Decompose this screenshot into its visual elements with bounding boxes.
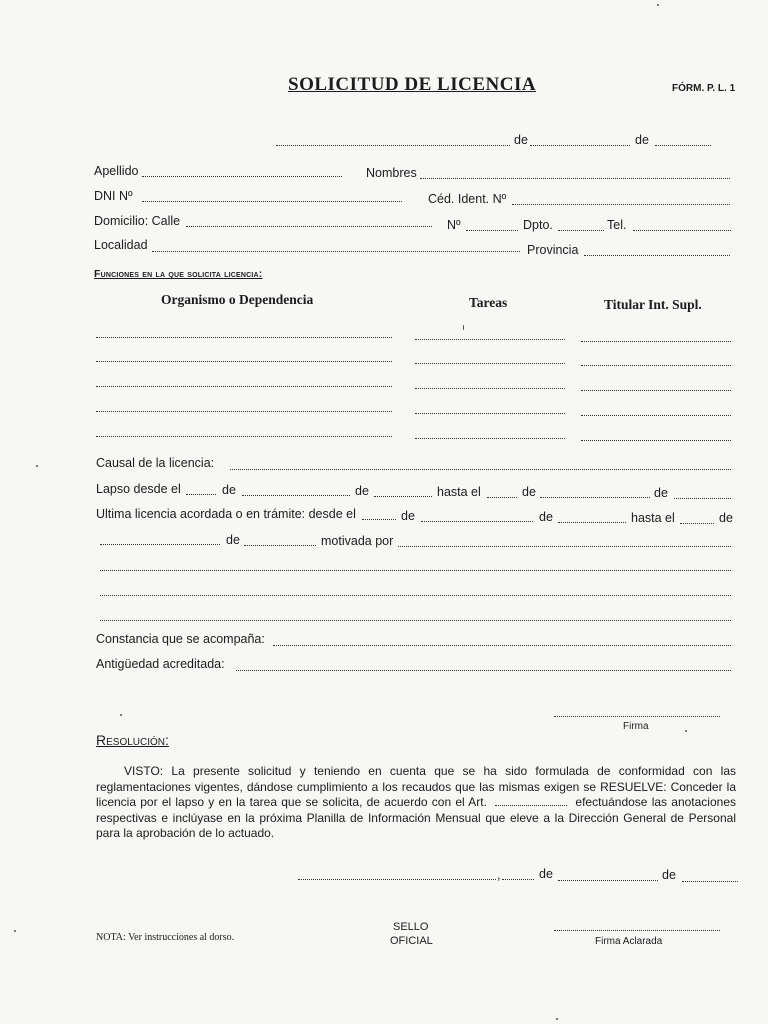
label-hasta: hasta el — [437, 485, 481, 499]
res-de-1: de — [539, 867, 553, 881]
label-ultima: Ultima licencia acordada o en trámite: desde el — [96, 507, 356, 521]
res-date-place-field[interactable] — [298, 879, 496, 880]
res-de-2: de — [662, 868, 676, 882]
tareas-row-2[interactable] — [415, 363, 565, 364]
motivada-line-2[interactable] — [100, 570, 731, 571]
scan-speck — [685, 730, 687, 732]
tareas-row-1[interactable] — [415, 339, 565, 340]
lapso-mes-field[interactable] — [242, 495, 350, 496]
hasta-mes-field[interactable] — [540, 497, 650, 498]
label-dpto: Dpto. — [523, 218, 553, 232]
dni-field[interactable] — [142, 201, 402, 202]
hasta-de-2: de — [654, 486, 668, 500]
tareas-row-5[interactable] — [415, 438, 565, 439]
hasta-dia-field[interactable] — [487, 497, 517, 498]
articulo-field[interactable] — [495, 804, 567, 806]
provincia-field[interactable] — [584, 255, 730, 256]
ultima-mes-field[interactable] — [421, 521, 533, 522]
dpto-field[interactable] — [558, 230, 604, 231]
organismo-row-1[interactable] — [96, 337, 392, 338]
ultima-anio-field[interactable] — [558, 522, 626, 523]
ultima-hasta-dia-field[interactable] — [680, 523, 714, 524]
motivada-field[interactable] — [398, 546, 731, 547]
tareas-row-4[interactable] — [415, 413, 565, 414]
firma-label: Firma — [623, 721, 649, 732]
ultima-de-3: de — [719, 511, 733, 525]
ultima-de-2: de — [539, 510, 553, 524]
numero-field[interactable] — [466, 230, 518, 231]
firma-aclarada-label: Firma Aclarada — [595, 936, 663, 947]
causal-field[interactable] — [230, 469, 731, 470]
ultima-hasta: hasta el — [631, 511, 675, 525]
label-tel: Tel. — [607, 218, 627, 232]
tareas-row-3[interactable] — [415, 388, 565, 389]
label-ced: Céd. Ident. Nº — [428, 192, 507, 206]
scan-speck — [36, 465, 38, 467]
ultima-hasta-anio-field[interactable] — [244, 545, 316, 546]
organismo-row-3[interactable] — [96, 386, 392, 387]
label-numero: Nº — [447, 218, 461, 232]
col-tareas: Tareas — [469, 295, 508, 310]
localidad-field[interactable] — [152, 251, 520, 252]
label-localidad: Localidad — [94, 238, 148, 252]
motivada-line-4[interactable] — [100, 620, 731, 621]
lapso-de-2: de — [355, 484, 369, 498]
date-de-2: de — [635, 133, 649, 147]
resolucion-body-end: efectuándose las anotaciones respectivas e inclúyase en la próxima Planilla de Información Mensual que eleve a la Dirección General de Personal para la aprobación de lo actuado. — [96, 795, 736, 840]
nombres-field[interactable] — [420, 178, 730, 179]
sello-line-2: OFICIAL — [390, 935, 433, 947]
titular-row-4[interactable] — [581, 415, 731, 416]
label-provincia: Provincia — [527, 243, 579, 257]
scan-speck — [120, 714, 122, 716]
date-place-field[interactable] — [276, 145, 510, 146]
titular-row-1[interactable] — [581, 341, 731, 342]
label-dni: DNI Nº — [94, 189, 133, 203]
motivada-line-3[interactable] — [100, 595, 731, 596]
res-date-month-field[interactable] — [558, 880, 658, 881]
titular-row-5[interactable] — [581, 440, 731, 441]
funciones-heading: Funciones en la que solicita licencia: — [94, 268, 263, 280]
form-title: SOLICITUD DE LICENCIA — [288, 74, 537, 95]
label-domicilio: Domicilio: Calle — [94, 214, 181, 228]
titular-row-2[interactable] — [581, 365, 731, 366]
titular-row-3[interactable] — [581, 390, 731, 391]
firma-line[interactable] — [554, 716, 720, 717]
label-causal: Causal de la licencia: — [96, 456, 215, 470]
constancia-field[interactable] — [273, 645, 731, 646]
firma-aclarada-line[interactable] — [554, 930, 720, 931]
resolucion-body-start: VISTO: La presente solicitud y teniendo en cuenta que se ha sido formulada de conformidad con las reglamentaciones vigentes, dándose cumplimiento a los recaudos que las mismas exigen se RESUELVE: Conceder la licencia por el lapso y en la tarea que se solicita, de acuerdo con el Art. — [96, 764, 736, 809]
scan-speck — [14, 930, 16, 932]
organismo-row-2[interactable] — [96, 361, 392, 362]
ultima-hasta-mes-field[interactable] — [100, 544, 220, 545]
lapso-anio-field[interactable] — [374, 496, 432, 497]
lapso-dia-field[interactable] — [186, 494, 216, 495]
scan-speck — [556, 1018, 558, 1020]
col-titular: Titular Int. Supl. — [604, 297, 702, 312]
ultima-dia-field[interactable] — [362, 519, 396, 520]
form-code: FÓRM. P. L. 1 — [672, 83, 736, 94]
sello-line-1: SELLO — [393, 921, 429, 933]
calle-field[interactable] — [186, 226, 432, 227]
resolucion-heading: Resolución: — [96, 732, 169, 748]
motivada-de: de — [226, 533, 240, 547]
label-lapso: Lapso desde el — [96, 482, 181, 496]
organismo-row-5[interactable] — [96, 436, 392, 437]
label-motivada: motivada por — [321, 534, 394, 548]
date-year-field[interactable] — [655, 145, 711, 146]
scan-speck — [657, 4, 659, 6]
apellido-field[interactable] — [142, 176, 342, 177]
nota-text: NOTA: Ver instrucciones al dorso. — [96, 932, 235, 943]
label-nombres: Nombres — [366, 166, 417, 180]
res-comma: , — [497, 868, 501, 882]
res-date-day-field[interactable] — [502, 879, 534, 880]
scan-speck — [463, 325, 464, 330]
hasta-anio-field[interactable] — [674, 498, 731, 499]
ultima-de-1: de — [401, 509, 415, 523]
lapso-de-1: de — [222, 483, 236, 497]
organismo-row-4[interactable] — [96, 411, 392, 412]
label-constancia: Constancia que se acompaña: — [96, 632, 265, 646]
ced-field[interactable] — [512, 204, 730, 205]
resolucion-body — [96, 764, 736, 842]
res-date-year-field[interactable] — [682, 881, 738, 882]
date-month-field[interactable] — [530, 145, 630, 146]
tel-field[interactable] — [633, 230, 731, 231]
date-de-1: de — [514, 133, 528, 147]
antiguedad-field[interactable] — [236, 670, 731, 671]
col-organismo: Organismo o Dependencia — [161, 292, 314, 307]
hasta-de-1: de — [522, 485, 536, 499]
label-apellido: Apellido — [94, 164, 139, 178]
label-antiguedad: Antigüedad acreditada: — [96, 657, 225, 671]
